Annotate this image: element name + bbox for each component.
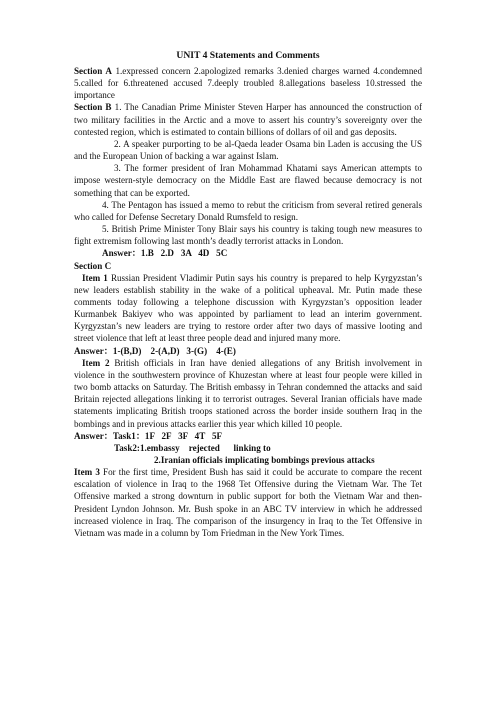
section-a-text: 1.expressed concern 2.apologized remarks 3.denied charges warned 4.condemned 5.called for 6.threatened accused 7.deeply troubled 8.allegations baseless 10.stressed the importance [74,66,422,101]
section-c-item-1 [74,272,422,345]
section-c-label: Section C [74,260,112,271]
item-2-answer-task1 [74,430,422,442]
item-1-label: Item 1 [82,272,108,283]
section-a-paragraph [74,65,422,101]
section-b-answer [74,247,422,259]
item-1-answer [74,345,422,357]
task2-line-1: 1.embassy rejected linking to [139,442,271,453]
section-b-item-3: 3. The former president of Iran Mohammad Khatami says American attempts to impose western-style democracy on the Middle East are flawed because democracy is not something that can be exported. [74,163,422,198]
section-b-item-2: 2. A speaker purporting to be al-Qaeda leader Osama bin Laden is accusing the US and the European Union of backing a war against Islam. [74,138,422,162]
task1-label: Task1： [112,430,145,441]
section-b-answer-label: Answer： [102,248,141,259]
section-b-text-1: 1. The Canadian Prime Minister Steven Harper has announced the construction of two military facilities in the Arctic and a move to assert his country’s sovereignty over the contested region, which is estimated to contain billions of dollars of oil and gas deposits. [74,102,422,137]
section-b-item-5: 5. British Prime Minister Tony Blair says his country is taking tough new measures to fight extremism following last month’s deadly terrorist attacks in London. [74,224,422,247]
task1-value: 1F 2F 3F 4T 5F [144,430,223,441]
item-2-answer-task2 [74,442,422,454]
item-3-text: For the first time, President Bush has said it could be accurate to compare the recent escalation of violence in Iraq to the 1968 Tet Offensive during the Vietnam War. The Tet Offensive marked a strong downturn in public support for both the Vietnam War and then-President Lyndon Johnson. Mr. Bush spoke in an ABC TV interview in which he addressed increased violence in Iraq. The comparison of the insurgency in Iraq to the Tet Offensive in Vietnam was made in a column by Tom Friedman in the New York Times. [74,467,423,538]
item-2-label: Item 2 [82,357,110,368]
section-b-item-4: 4. The Pentagon has issued a memo to rebut the criticism from several retired generals who called for Defense Secretary Donald Rumsfeld to resign. [74,199,422,222]
section-c-item-3 [74,466,422,539]
item-2-answer-task2-line2: 2.Iranian officials implicating bombings previous attacks [154,455,375,465]
section-b-answer-value: 1.B 2.D 3A 4D 5C [140,248,228,259]
item-1-answer-label: Answer： [74,345,113,356]
section-c-item-2 [74,357,422,430]
page-title: UNIT 4 Statements and Comments [176,50,320,61]
item-1-text: Russian President Vladimir Putin says his country is prepared to help Kyrgyzstan’s new leaders establish stability in the wake of a political upheaval. Mr. Putin made these comments today following a telephone discussion with Kyrgyzstan’s opposition leader Kurmanbek Bakiyev who was appointed by parliament to lead an interim government. Kyrgyzstan’s new leaders are trying to restore order after two days of massive looting and street violence that left at least three people dead and injured many more. [74,272,423,344]
item-1-answer-value: 1-(B,D) 2-(A,D) 3-(G) 4-(E) [112,345,236,356]
section-a-label: Section A [74,66,112,76]
section-b-item-1 [74,101,422,137]
task2-label: Task2: [114,442,140,453]
item-2-answer-label: Answer： [74,430,113,441]
section-b-label: Section B [74,102,112,113]
item-2-text: British officials in Iran have denied allegations of any British involvement in violence in the southwestern province of Khuzestan where at least four people were killed in two bomb attacks on Saturday. The British embassy in Tehran condemned the attacks and said Britain rejected allegations linking it to terrorist outrages. Several Iranian officials have made statements implicating British troops stationed across the border inside southern Iraq in the bombings and in previous attacks earlier this year which killed 10 people. [74,357,422,429]
item-3-label: Item 3 [74,467,100,478]
